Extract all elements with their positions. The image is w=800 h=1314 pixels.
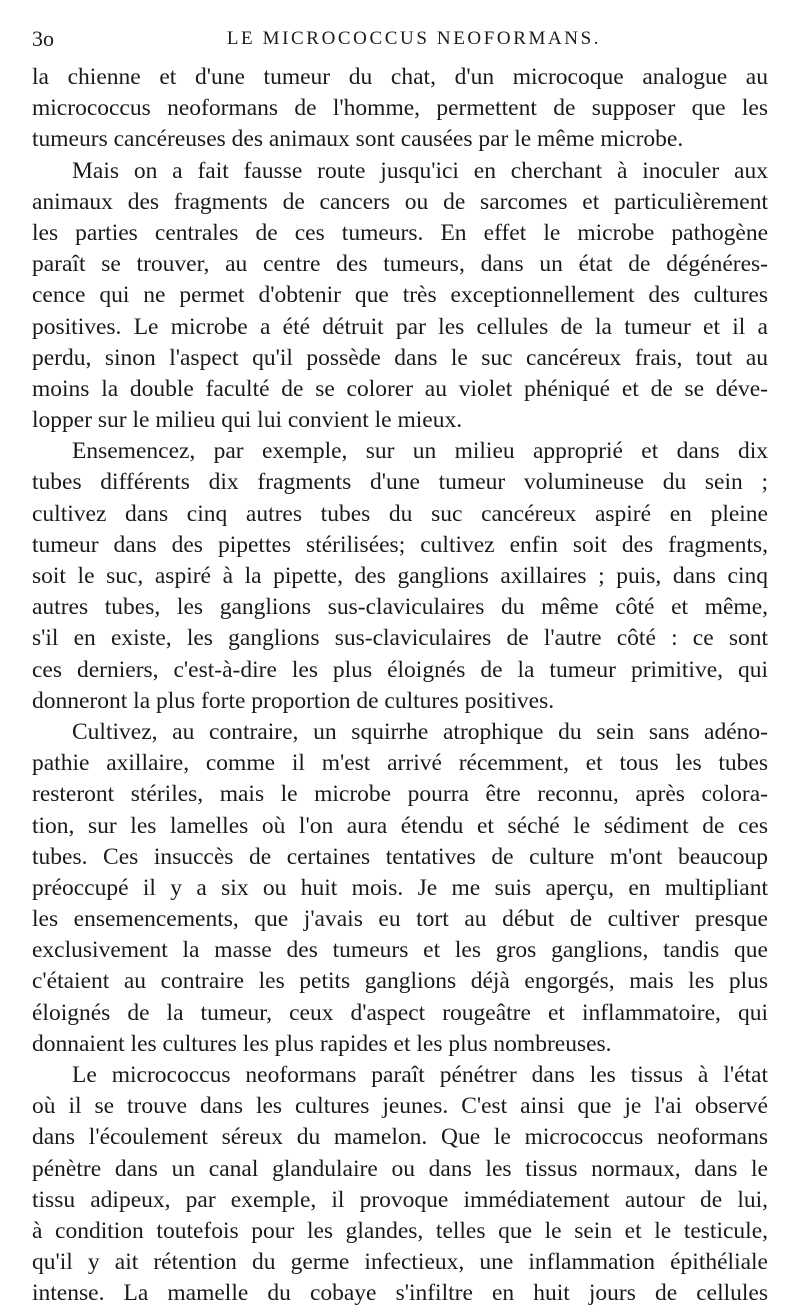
text-line: Cultivez, au contraire, un squirrhe atrophique du sein sans adéno- — [72, 718, 768, 745]
text-line: Ensemencez, par exemple, sur un milieu approprié et dans dix — [72, 438, 768, 465]
text-line: donnaient les cultures les plus rapides et les plus nombreuses. — [32, 1030, 612, 1057]
text-line: soit le suc, aspiré à la pipette, des ganglions axillaires ; puis, dans cinq — [32, 563, 768, 589]
text-line: lopper sur le milieu qui lui convient le mieux. — [32, 407, 463, 434]
text-line: s'il en existe, les ganglions sus-claviculaires de l'autre côté : ce sont — [32, 625, 768, 652]
text-line: la chienne et d'une tumeur du chat, d'un microcoque analogue au — [32, 64, 768, 90]
text-line: autres tubes, les ganglions sus-claviculaires du même côté et même, — [32, 594, 768, 621]
text-line: intense. La mamelle du cobaye s'infiltre en huit jours de cellules — [32, 1280, 768, 1307]
text-line: donneront la plus forte proportion de cultures positives. — [32, 687, 555, 714]
running-title: LE MICROCOCCUS NEOFORMANS. — [226, 28, 602, 49]
text-line: éloignés de la tumeur, ceux d'aspect rougeâtre et inflammatoire, qui — [32, 999, 768, 1026]
text-line: pathie axillaire, comme il m'est arrivé récemment, et tous les tubes — [32, 750, 768, 777]
text-line: qu'il y ait rétention du germe infectieux, une inflammation épithéliale — [32, 1249, 768, 1276]
text-line: resteront stériles, mais le microbe pourra être reconnu, après colora- — [32, 781, 768, 808]
text-line: Mais on a fait fausse route jusqu'ici en cherchant à inoculer aux — [72, 157, 768, 184]
page-number: 3o — [32, 26, 54, 51]
text-line: préoccupé il y a six ou huit mois. Je me suis aperçu, en multipliant — [32, 874, 768, 901]
text-line: où il se trouve dans les cultures jeunes. C'est ainsi que je l'ai observé — [32, 1093, 768, 1120]
text-line: perdu, sinon l'aspect qu'il possède dans le suc cancéreux frais, tout au — [32, 344, 768, 371]
text-line: les ensemencements, que j'avais eu tort au début de cultiver presque — [32, 906, 768, 933]
text-line: les parties centrales de ces tumeurs. En effet le microbe pathogène — [32, 219, 768, 246]
text-line: moins la double faculté de se colorer au violet phéniqué et de se déve- — [32, 375, 768, 402]
text-line: micrococcus neoformans de l'homme, permettent de supposer que les — [32, 95, 768, 122]
text-line: tumeur dans des pipettes stérilisées; cultivez enfin soit des fragments, — [32, 531, 768, 558]
text-line: ces derniers, c'est-à-dire les plus éloignés de la tumeur primitive, qui — [32, 656, 768, 683]
text-line: Le micrococcus neoformans paraît pénétrer dans les tissus à l'état — [72, 1062, 768, 1088]
body-text — [32, 62, 768, 1310]
text-line: animaux des fragments de cancers ou de sarcomes et particulièrement — [32, 188, 768, 215]
text-line: exclusivement la masse des tumeurs et les gros ganglions, tandis que — [32, 937, 768, 964]
text-line: pénètre dans un canal glandulaire ou dans les tissus normaux, dans le — [32, 1155, 768, 1182]
text-line: cence qui ne permet d'obtenir que très exceptionnellement des cultures — [32, 282, 768, 309]
running-header — [32, 26, 768, 56]
text-line: tion, sur les lamelles où l'on aura étendu et séché le sédiment de ces — [32, 812, 768, 839]
text-line: tissu adipeux, par exemple, il provoque immédiatement autour de lui, — [32, 1186, 768, 1213]
text-line: paraît se trouver, au centre des tumeurs, dans un état de dégénéres- — [32, 251, 768, 278]
text-line: positives. Le microbe a été détruit par les cellules de la tumeur et il a — [32, 313, 768, 340]
text-line: tubes. Ces insuccès de certaines tentatives de culture m'ont beaucoup — [32, 843, 768, 870]
text-line: dans l'écoulement séreux du mamelon. Que le micrococcus neoformans — [32, 1124, 768, 1151]
text-line: cultivez dans cinq autres tubes du suc cancéreux aspiré en pleine — [32, 500, 768, 527]
text-line: tubes différents dix fragments d'une tumeur volumineuse du sein ; — [32, 469, 768, 496]
text-line: à condition toutefois pour les glandes, telles que le sein et le testicule, — [32, 1217, 768, 1244]
text-line: tumeurs cancéreuses des animaux sont causées par le même microbe. — [32, 126, 684, 153]
text-line: c'étaient au contraire les petits ganglions déjà engorgés, mais les plus — [32, 968, 768, 995]
